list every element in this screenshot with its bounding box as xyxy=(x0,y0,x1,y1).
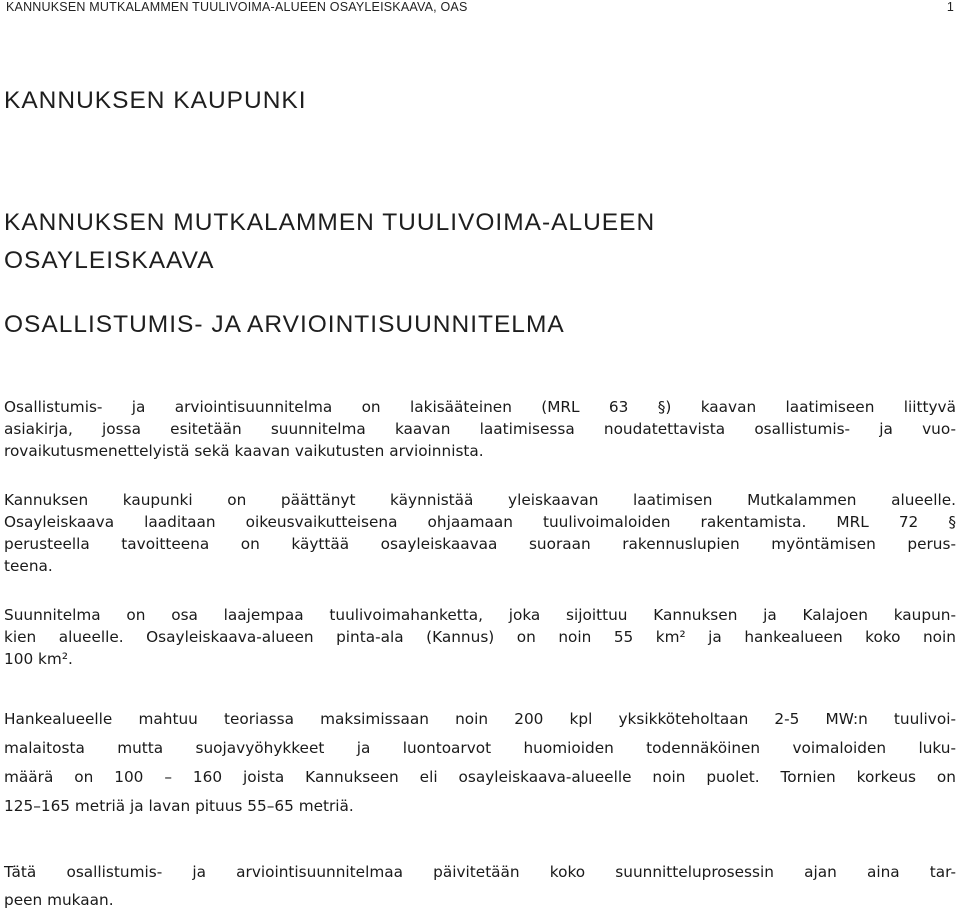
text-line: kien alueelle. Osayleiskaava-alueen pinta-ala (Kannus) on noin 55 km² ja hankealueen koko noin xyxy=(4,628,956,646)
paragraph-project-area xyxy=(4,604,956,670)
city-heading: KANNUKSEN KAUPUNKI xyxy=(4,87,307,114)
running-header xyxy=(6,0,954,14)
plan-title-line-1: KANNUKSEN MUTKALAMMEN TUULIVOIMA-ALUEEN xyxy=(4,209,656,236)
text-line: peen mukaan. xyxy=(4,891,114,909)
paragraph-update-note xyxy=(4,858,956,914)
text-line: Tätä osallistumis- ja arviointisuunnitelmaa päivitetään koko suunnitteluprosessin ajan aina tar- xyxy=(4,863,956,881)
text-line: Kannuksen kaupunki on päättänyt käynnistää yleiskaavan laatimisen Mutkalammen alueelle. xyxy=(4,491,956,509)
running-header-title: KANNUKSEN MUTKALAMMEN TUULIVOIMA-ALUEEN OSAYLEISKAAVA, OAS xyxy=(6,0,468,14)
text-line: 100 km². xyxy=(4,650,73,668)
document-type-heading: OSALLISTUMIS- JA ARVIOINTISUUNNITELMA xyxy=(4,311,565,338)
text-line: Suunnitelma on osa laajempaa tuulivoimahanketta, joka sijoittuu Kannuksen ja Kalajoen kaupun- xyxy=(4,606,956,624)
text-line: 125–165 metriä ja lavan pituus 55–65 metriä. xyxy=(4,797,354,815)
text-line: malaitosta mutta suojavyöhykkeet ja luontoarvot huomioiden todennäköinen voimaloiden luku- xyxy=(4,739,956,757)
text-line: rovaikutusmenettelyistä sekä kaavan vaikutusten arvioinnista. xyxy=(4,442,484,460)
text-line: asiakirja, jossa esitetään suunnitelma kaavan laatimisessa noudatettavista osallistumis- ja vuo- xyxy=(4,420,956,438)
page-number: 1 xyxy=(946,0,954,14)
text-line: Osallistumis- ja arviointisuunnitelma on lakisääteinen (MRL 63 §) kaavan laatimiseen liittyvä xyxy=(4,398,956,416)
paragraph-purpose xyxy=(4,396,956,462)
text-line: perusteella tavoitteena on käyttää osayleiskaavaa suoraan rakennuslupien myöntämisen perus- xyxy=(4,535,956,553)
plan-title-line-2: OSAYLEISKAAVA xyxy=(4,247,215,274)
paragraph-decision xyxy=(4,489,956,577)
text-line: Hankealueelle mahtuu teoriassa maksimissaan noin 200 kpl yksikköteholtaan 2-5 MW:n tuulivoi- xyxy=(4,710,956,728)
text-line: Osayleiskaava laaditaan oikeusvaikutteisena ohjaamaan tuulivoimaloiden rakentamista. MRL 72 § xyxy=(4,513,956,531)
text-line: määrä on 100 – 160 joista Kannukseen eli osayleiskaava-alueelle noin puolet. Tornien korkeus on xyxy=(4,768,956,786)
text-line: teena. xyxy=(4,557,53,575)
paragraph-turbine-count xyxy=(4,705,956,821)
